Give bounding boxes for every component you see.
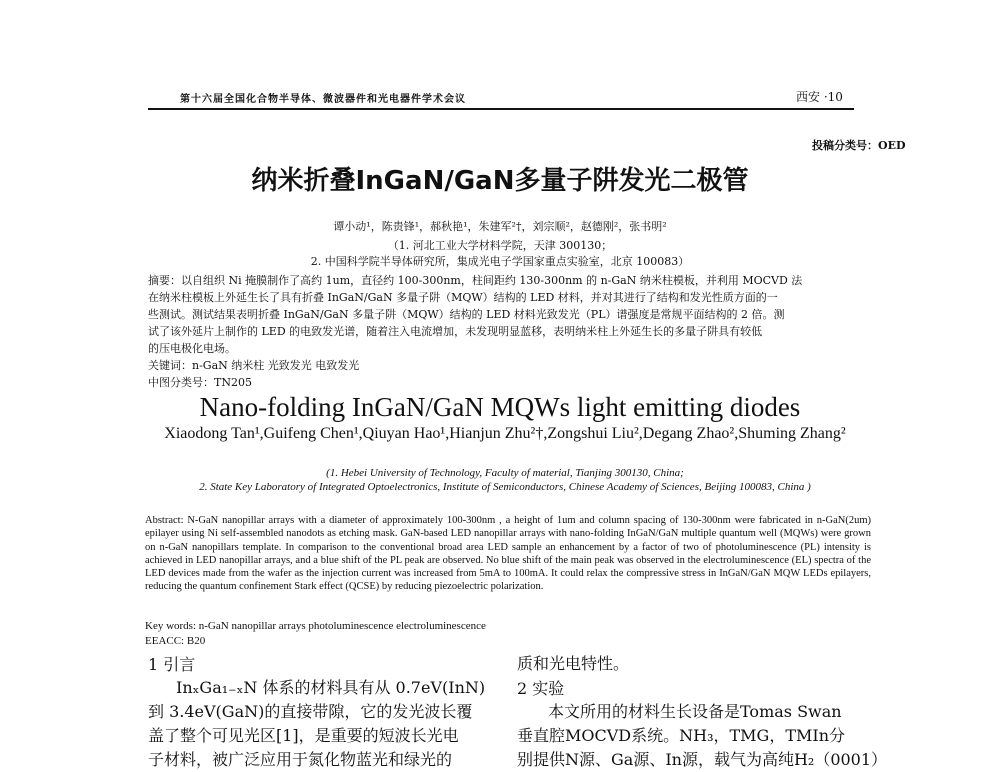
chinese-abstract-line: 试了该外延片上制作的 LED 的电致发光谱，随着注入电流增加，未发现明显蓝移，表明纳米柱上外延生长的多量子阱具有较低 [148, 325, 763, 338]
english-title: Nano-folding InGaN/GaN MQWs light emitting diodes [199, 392, 801, 422]
body-right-line: 别提供N源、Ga源、In源，载气为高纯H₂（0001） [517, 750, 888, 769]
header-rule [148, 108, 854, 110]
body-left-line: InₓGa₁₋ₓN 体系的材料具有从 0.7eV(InN) [176, 678, 486, 697]
chinese-abstract-line: 些测试。测试结果表明折叠 InGaN/GaN 多量子阱（MQW）结构的 LED 材料光致发光（PL）谱强度是常规平面结构的 2 倍。测 [148, 308, 785, 321]
english-abstract: Abstract: N-GaN nanopillar arrays with a diameter of approximately 100-300nm , a height of 1um and column spacing of 130-300nm were fabricated in n-GaN(2um) epilayer using Ni self-assembled nanodots as etching mask. GaN-based LED nanopillar arrays with nano-folding InGaN/GaN multiple quantum well (MQWs) were grown on n-GaN nanopillars template. In comparison to the conventional broad area LED sample an enhancement by a factor of two of photoluminescence (PL) intensity is achieved in LED nanopillar arrays, and a blue shift of the PL peak are observed. No blue shift of the main peak was observed in the electroluminescence (EL) spectra of the LED devices made from the wafer as the injection current was increased from 5mA to 100mA. It could relax the compressive stress in InGaN/GaN MQW LEDs epilayers, reducing the quantum confinement Stark effect (QCSE) by reducing piezoelectric polarization. [145, 515, 871, 593]
body-right-line: 本文所用的材料生长设备是Tomas Swan [548, 702, 842, 721]
chinese-affiliation-2: 2. 中国科学院半导体研究所，集成光电子学国家重点实验室，北京 100083） [310, 255, 690, 268]
body-right-line: 质和光电特性。 [517, 654, 630, 673]
chinese-abstract-line: 在纳米柱模板上外延生长了具有折叠 InGaN/GaN 多量子阱（MQW）结构的 LED 材料，并对其进行了结构和发光性质方面的一 [148, 291, 778, 304]
body-left-line: 到 3.4eV(GaN)的直接带隙，它的发光波长覆 [148, 702, 473, 721]
section-1-title: 1 引言 [148, 655, 196, 674]
body-left-line: 盖了整个可见光区[1]，是重要的短波长光电 [148, 726, 459, 745]
english-keywords: Key words: n-GaN nanopillar arrays photoluminescence electroluminescence [145, 620, 486, 632]
english-affiliation-2: 2. State Key Laboratory of Integrated Optoelectronics, Institute of Semiconductors, Chinese Academy of Sciences, Beijing 100083, China ) [199, 481, 811, 493]
submission-category: 投稿分类号：OED [812, 139, 906, 152]
running-header-page: 西安 ·10 [796, 90, 843, 104]
chinese-clc: 中图分类号：TN205 [148, 376, 252, 389]
chinese-affiliation-1: （1. 河北工业大学材料学院，天津 300130； [387, 239, 613, 252]
chinese-authors: 谭小动¹，陈贵锋¹，郝秋艳¹，朱建军²†，刘宗顺²，赵德刚²，张书明² [333, 220, 667, 233]
chinese-abstract-line: 摘要：以自组织 Ni 掩膜制作了高约 1um，直径约 100-300nm，柱间距约 130-300nm 的 n-GaN 纳米柱模板，并利用 MOCVD 法 [148, 274, 803, 287]
body-left-line: 子材料，被广泛应用于氮化物蓝光和绿光的 [148, 750, 453, 769]
english-affiliations [140, 466, 870, 494]
chinese-abstract-line: 的压电极化电场。 [148, 342, 236, 355]
body-right-line: 垂直腔MOCVD系统。NH₃，TMG，TMIn分 [517, 726, 846, 745]
running-header-conference: 第十六届全国化合物半导体、微波器件和光电器件学术会议 [180, 94, 466, 105]
chinese-keywords: 关键词：n-GaN 纳米柱 光致发光 电致发光 [148, 359, 360, 372]
english-authors: Xiaodong Tan¹,Guifeng Chen¹,Qiuyan Hao¹,Hianjun Zhu²†,Zongshui Liu²,Degang Zhao²,Shuming Zhang² [164, 425, 846, 442]
eeacc-code: EEACC: B20 [145, 635, 206, 647]
section-2-title: 2 实验 [517, 679, 565, 698]
english-affiliation-1: (1. Hebei University of Technology, Faculty of material, Tianjing 300130, China; [326, 467, 684, 479]
chinese-title: 纳米折叠InGaN/GaN多量子阱发光二极管 [251, 166, 749, 196]
